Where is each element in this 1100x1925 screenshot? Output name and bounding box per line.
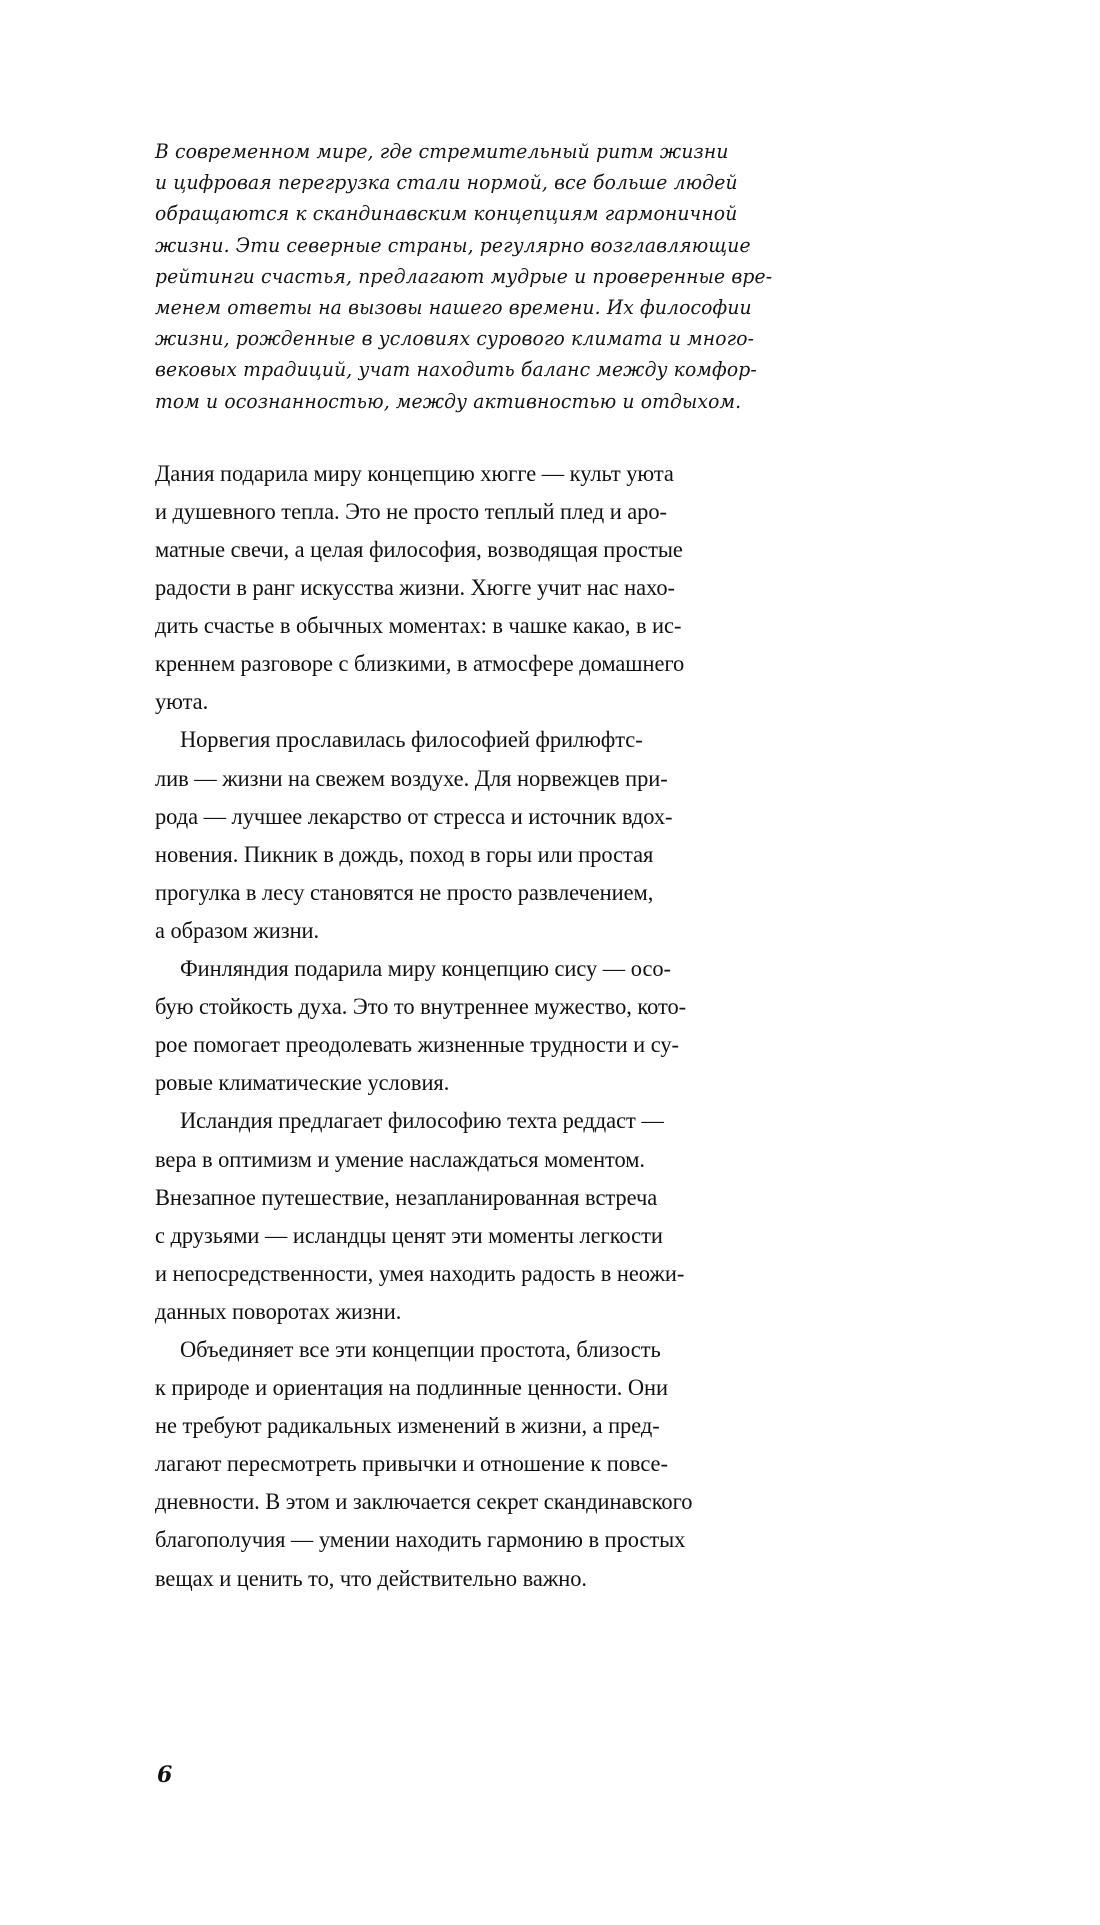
- body-line: и непосредственности, умея находить радость в неожи-: [155, 1260, 685, 1287]
- paragraph-norway-friluftsliv: [155, 721, 773, 950]
- page-number: 6: [157, 1762, 173, 1788]
- paragraph-conclusion: [155, 1331, 773, 1598]
- body-line: а образом жизни.: [155, 917, 320, 944]
- body-line: дневности. В этом и заключается секрет скандинавского: [155, 1489, 693, 1516]
- intro-line: менем ответы на вызовы нашего времени. Их философии: [155, 296, 752, 320]
- body-line: дить счастье в обычных моментах: в чашке какао, в ис-: [155, 613, 682, 640]
- body-line: не требуют радикальных изменений в жизни, а пред-: [155, 1413, 660, 1440]
- body-line: Дания подарила миру концепцию хюгге — культ уюта: [155, 460, 674, 487]
- body-line: лив — жизни на свежем воздухе. Для норвежцев при-: [155, 765, 668, 792]
- body-line: рое помогает преодолевать жизненные трудности и су-: [155, 1032, 679, 1059]
- body-line: креннем разговоре с близкими, в атмосфере домашнего: [155, 651, 685, 678]
- body-line: Норвегия прославилась философией фрилюфтс-: [179, 727, 643, 754]
- intro-line: вековых традиций, учат находить баланс между комфор-: [155, 358, 757, 382]
- body-line: Внезапное путешествие, незапланированная встреча: [155, 1184, 658, 1211]
- body-line: Финляндия подарила миру концепцию сису — осо-: [179, 956, 671, 983]
- intro-line: жизни. Эти северные страны, регулярно возглавляющие: [155, 233, 751, 257]
- intro-line: обращаются к скандинавским концепциям гармоничной: [155, 202, 738, 226]
- body-line: ровые климатические условия.: [155, 1070, 450, 1097]
- text-column: [155, 136, 799, 1598]
- body-line: лагают пересмотреть привычки и отношение к повсе-: [155, 1451, 668, 1478]
- body-line: рода — лучшее лекарство от стресса и источник вдох-: [155, 803, 673, 830]
- body-text: [155, 455, 799, 1598]
- body-line: прогулка в лесу становятся не просто развлечением,: [155, 879, 654, 906]
- body-line: благополучия — умении находить гармонию в простых: [155, 1527, 686, 1554]
- body-line: радости в ранг искусства жизни. Хюгге учит нас нахо-: [155, 575, 675, 602]
- body-line: вещах и ценить то, что действительно важно.: [155, 1565, 587, 1592]
- intro-line: том и осознанностью, между активностью и отдыхом.: [155, 389, 742, 413]
- body-line: матные свечи, а целая философия, возводящая простые: [155, 537, 683, 564]
- body-line: бую стойкость духа. Это то внутреннее мужество, кото-: [155, 994, 687, 1021]
- paragraph-iceland-thetta-reddast: [155, 1102, 773, 1331]
- body-line: новения. Пикник в дождь, поход в горы или простая: [155, 841, 654, 868]
- body-line: с друзьями — исландцы ценят эти моменты легкости: [155, 1222, 663, 1249]
- body-line: вера в оптимизм и умение наслаждаться моментом.: [155, 1146, 645, 1173]
- body-line: Объединяет все эти концепции простота, близость: [179, 1336, 661, 1363]
- body-line: и душевного тепла. Это не просто теплый плед и аро-: [155, 498, 667, 525]
- body-line: уюта.: [155, 689, 209, 716]
- intro-paragraph: [155, 136, 773, 417]
- paragraph-denmark-hygge: [155, 455, 773, 722]
- intro-line: рейтинги счастья, предлагают мудрые и проверенные вре-: [155, 264, 773, 288]
- intro-line: и цифровая перегрузка стали нормой, все больше людей: [155, 171, 738, 195]
- body-line: к природе и ориентация на подлинные ценности. Они: [155, 1375, 668, 1402]
- paragraph-finland-sisu: [155, 950, 773, 1102]
- body-line: данных поворотах жизни.: [155, 1298, 402, 1325]
- intro-line: В современном мире, где стремительный ритм жизни: [155, 140, 729, 163]
- body-line: Исландия предлагает философию техта реддаст —: [179, 1108, 664, 1135]
- intro-line: жизни, рожденные в условиях сурового климата и много-: [155, 327, 755, 351]
